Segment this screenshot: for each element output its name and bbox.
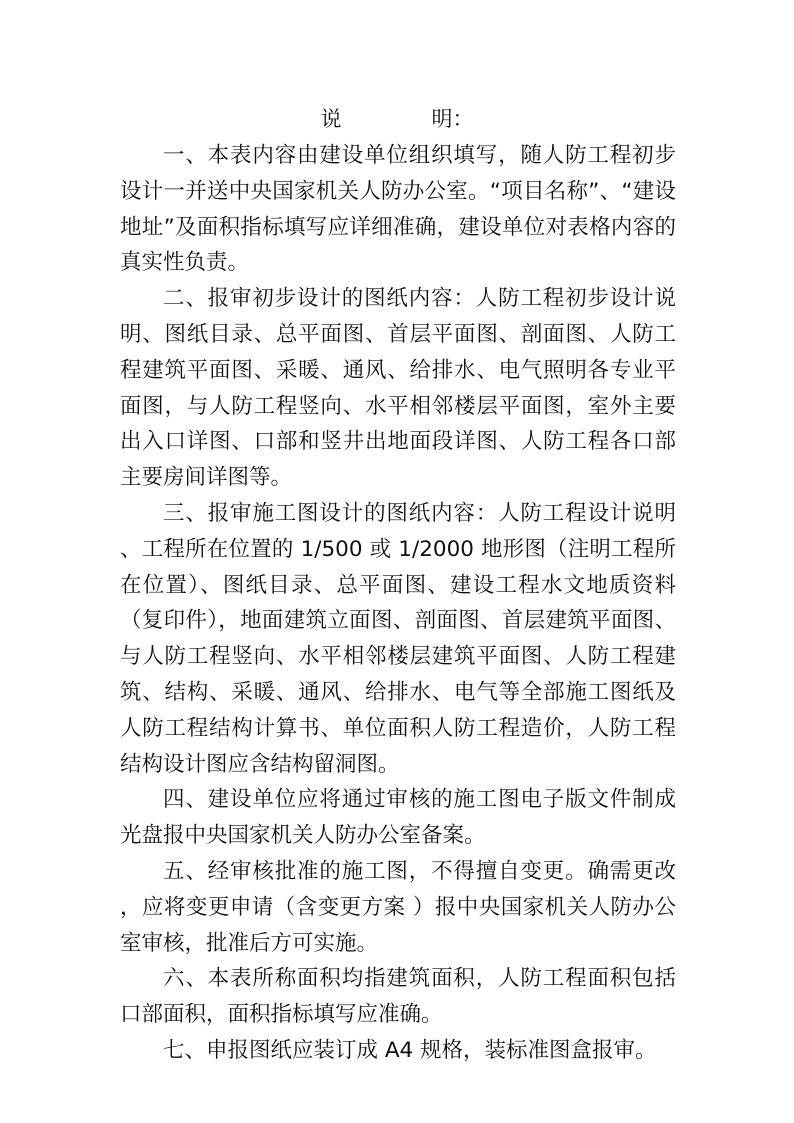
paragraph-3: 三、报审施工图设计的图纸内容：人防工程设计说明 、工程所在位置的 1/500 或 1/2000 地形图（注明工程所在位置）、图纸目录、总平面图、建设工程水文地质资料（复印件），地面建筑立面图、剖面图、首层建筑平面图、与人防工程竖向、水平相邻楼层建筑平面图、人防工程建筑、结构、采暖、通风、给排水、电气等全部施工图纸及人防工程结构计算书、单位面积人防工程造价，人防工程结构设计图应含结构留洞图。: [120, 500, 676, 777]
paragraph-2: 二、报审初步设计的图纸内容：人防工程初步设计说明、图纸目录、总平面图、首层平面图、剖面图、人防工程建筑平面图、采暖、通风、给排水、电气照明各专业平面图，与人防工程竖向、水平相邻楼层平面图，室外主要出入口详图、口部和竖井出地面段详图、人防工程各口部主要房间详图等。: [120, 286, 676, 491]
instructions-body: [120, 138, 676, 1069]
paragraph-5: 五、经审核批准的施工图，不得擅自变更。确需更改 ，应将变更申请（含变更方案 ）报中央国家机关人防办公室审核，批准后方可实施。: [120, 858, 676, 956]
title-part-2: 明：: [431, 107, 474, 131]
page-title: [0, 104, 794, 134]
paragraph-1: 一、本表内容由建设单位组织填写，随人防工程初步设计一并送中央国家机关人防办公室。“项目名称”、“建设地址”及面积指标填写应详细准确，建设单位对表格内容的真实性负责。: [120, 143, 676, 276]
paragraph-4: 四、建设单位应将通过审核的施工图电子版文件制成光盘报中央国家机关人防办公室备案。: [120, 787, 676, 849]
paragraph-7: 七、申报图纸应装订成 A4 规格，装标准图盒报审。: [163, 1037, 657, 1063]
paragraph-6: 六、本表所称面积均指建筑面积，人防工程面积包括口部面积，面积指标填写应准确。: [120, 966, 676, 1028]
title-part-1: 说: [320, 107, 342, 131]
